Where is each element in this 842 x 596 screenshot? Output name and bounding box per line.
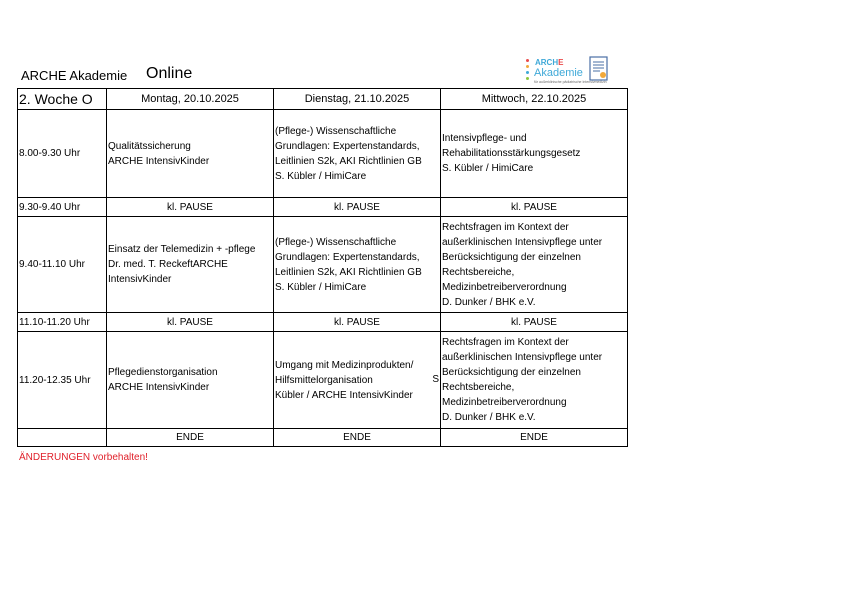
- changes-note: ÄNDERUNGEN vorbehalten!: [19, 452, 148, 463]
- session-cell: (Pflege-) Wissenschaftliche Grundlagen: Expertenstandards, Leitlinien S2k, AKI Richtlinien GB S. Kübler / HimiCare: [274, 217, 441, 313]
- time-slot: 11.10-11.20 Uhr: [18, 313, 107, 332]
- brand-mode: Online: [146, 65, 193, 82]
- pause-cell: kl. PAUSE: [107, 198, 274, 217]
- pause-cell: kl. PAUSE: [441, 198, 628, 217]
- header-row: [18, 89, 628, 110]
- session-cell: Pflegedienstorganisation ARCHE IntensivKinder: [107, 332, 274, 429]
- end-cell: ENDE: [441, 429, 628, 447]
- time-slot: 9.30-9.40 Uhr: [18, 198, 107, 217]
- session-cell: Intensivpflege- und Rehabilitationsstärkungsgesetz S. Kübler / HimiCare: [441, 110, 628, 198]
- end-cell: ENDE: [107, 429, 274, 447]
- arche-logo: [526, 56, 626, 88]
- session-cell: Qualitätssicherung ARCHE IntensivKinder: [107, 110, 274, 198]
- logo-wordmark: ARCHE: [535, 58, 564, 67]
- logo-akademie: Akademie: [534, 67, 583, 79]
- logo-dot: [526, 77, 529, 80]
- session-cell: Rechtsfragen im Kontext der außerklinischen Intensivpflege unter Berücksichtigung der einzelnen Rechtsbereiche, Medizinbetreiberverordnung D. Dunker / BHK e.V.: [441, 332, 628, 429]
- session-cell: (Pflege-) Wissenschaftliche Grundlagen: Expertenstandards, Leitlinien S2k, AKI Richtlinien GB S. Kübler / HimiCare: [274, 110, 441, 198]
- pause-row: [18, 313, 628, 332]
- stray-character: S: [432, 374, 439, 385]
- schedule-table: [17, 88, 628, 447]
- session-cell: Einsatz der Telemedizin + -pflege Dr. med. T. ReckeftARCHE IntensivKinder: [107, 217, 274, 313]
- session-cell: Umgang mit Medizinprodukten/ Hilfsmittelorganisation Kübler / ARCHE IntensivKinder S: [274, 332, 441, 429]
- time-slot: 9.40-11.10 Uhr: [18, 217, 107, 313]
- logo-dot: [526, 65, 529, 68]
- time-slot: 11.20-12.35 Uhr: [18, 332, 107, 429]
- logo-dots: [526, 59, 530, 83]
- session-row: [18, 217, 628, 313]
- end-row: [18, 429, 628, 447]
- day-header: Mittwoch, 22.10.2025: [441, 89, 628, 110]
- pause-cell: kl. PAUSE: [274, 198, 441, 217]
- session-row: [18, 110, 628, 198]
- pause-cell: kl. PAUSE: [441, 313, 628, 332]
- end-cell: ENDE: [274, 429, 441, 447]
- session-cell: Rechtsfragen im Kontext der außerklinischen Intensivpflege unter Berücksichtigung der einzelnen Rechtsbereiche, Medizinbetreiberverordnung D. Dunker / BHK e.V.: [441, 217, 628, 313]
- logo-dot: [526, 59, 529, 62]
- logo-tagline: für außerklinische pädiatrische Intensivmedizin: [534, 80, 607, 84]
- day-header: Dienstag, 21.10.2025: [274, 89, 441, 110]
- pause-row: [18, 198, 628, 217]
- pause-cell: kl. PAUSE: [107, 313, 274, 332]
- day-header: Montag, 20.10.2025: [107, 89, 274, 110]
- week-label: 2. Woche O: [18, 89, 107, 110]
- session-row: [18, 332, 628, 429]
- logo-dot: [526, 71, 529, 74]
- time-slot: 8.00-9.30 Uhr: [18, 110, 107, 198]
- time-slot: [18, 429, 107, 447]
- certificate-document-icon: [589, 56, 609, 82]
- brand-name: ARCHE Akademie: [21, 68, 128, 83]
- pause-cell: kl. PAUSE: [274, 313, 441, 332]
